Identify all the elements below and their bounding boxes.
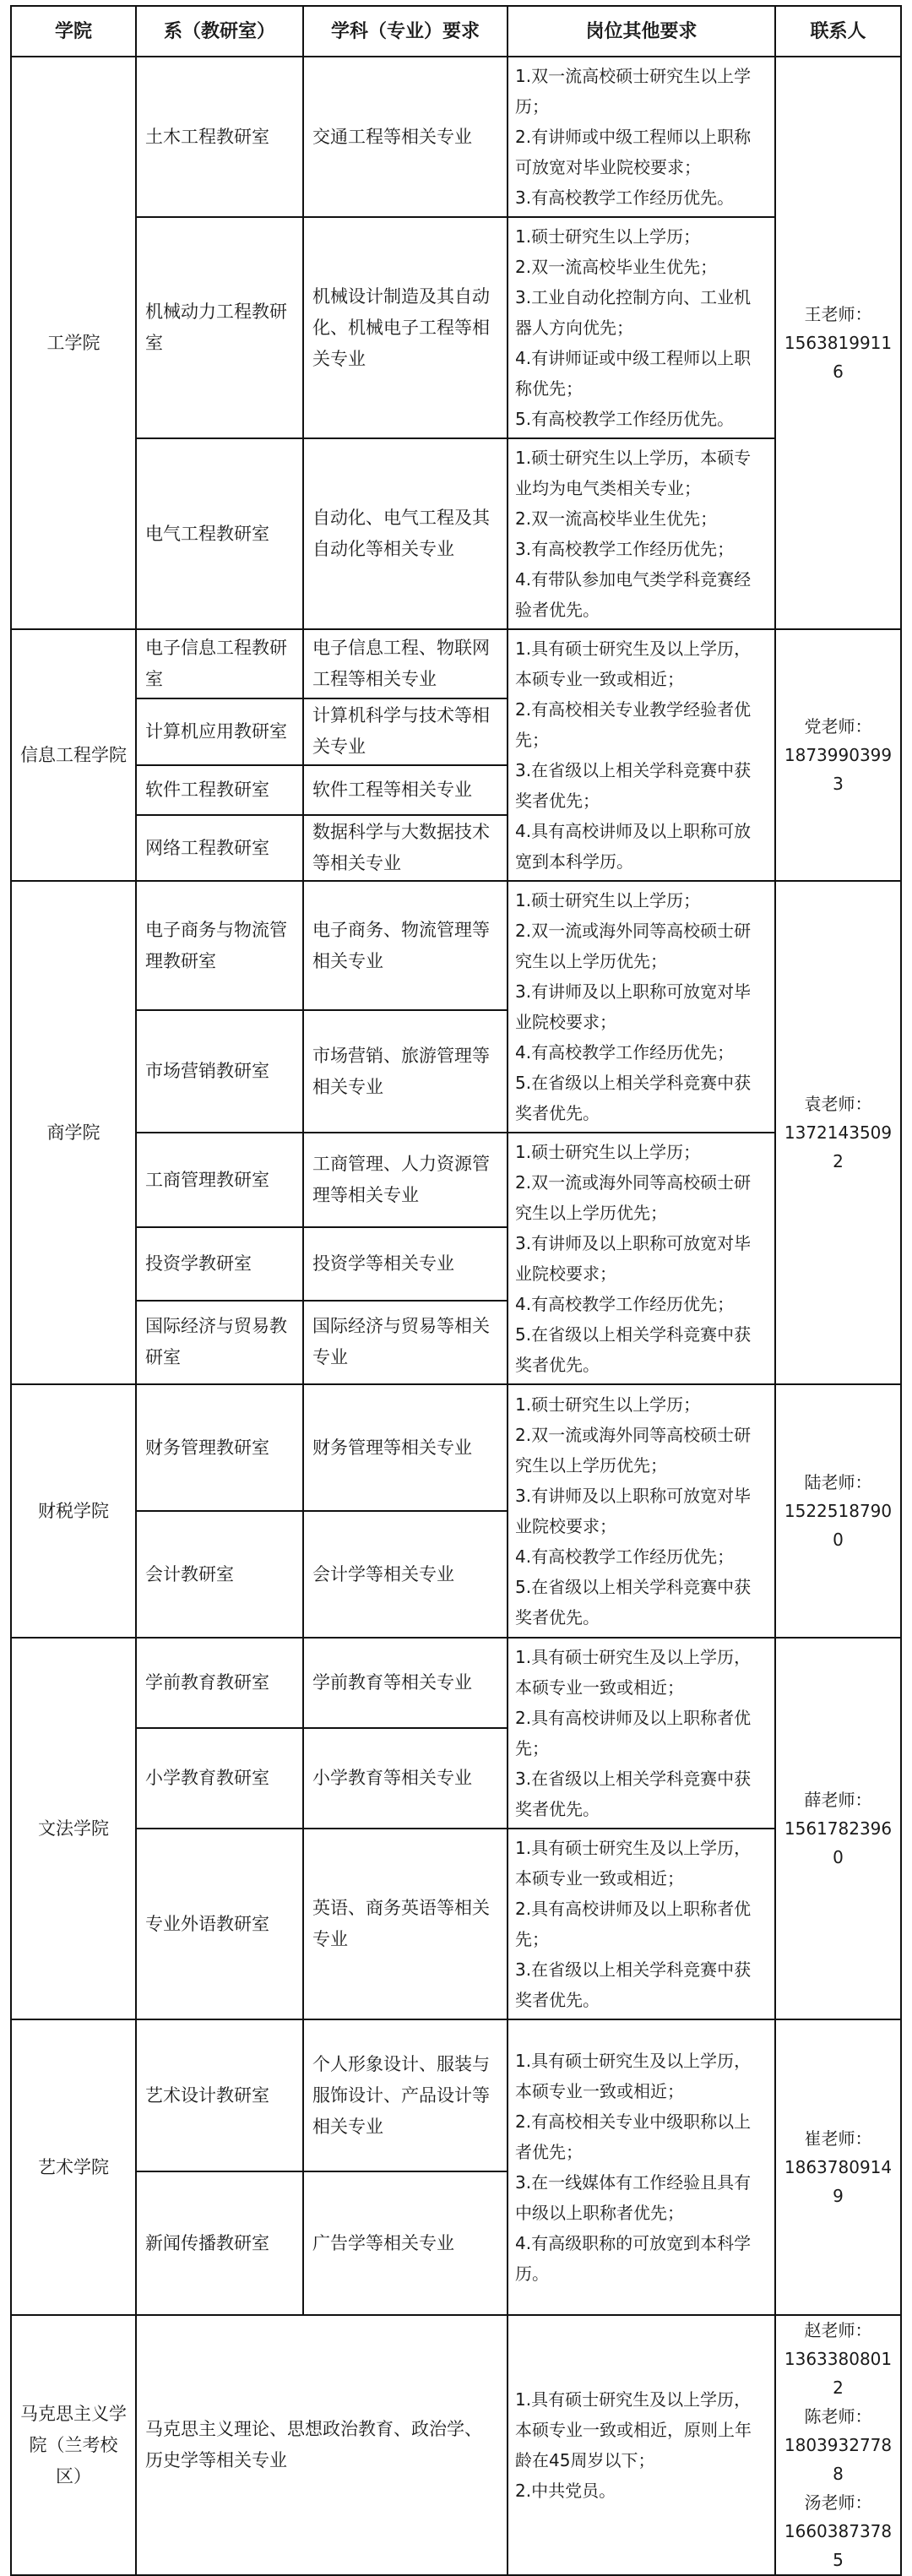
- requirement-line: 3.工业自动化控制方向、工业机器人方向优先；: [515, 287, 752, 338]
- requirement-line: 2.双一流高校毕业生优先；: [515, 257, 718, 277]
- department-name: 新闻传播教研室: [136, 2171, 303, 2315]
- header-major: 学科（专业）要求: [303, 6, 508, 57]
- major-requirement: 国际经济与贸易等相关专业: [303, 1301, 508, 1384]
- other-requirements: [508, 1829, 775, 2019]
- major-requirement: 个人形象设计、服装与服饰设计、产品设计等相关专业: [303, 2019, 508, 2171]
- requirement-line: 4.有讲师证或中级工程师以上职称优先；: [515, 348, 752, 399]
- contact-name: 陈老师：: [804, 2406, 872, 2427]
- contact-phone: 15638199116: [784, 333, 893, 382]
- table-row: [11, 881, 901, 1010]
- department-name: 机械动力工程教研室: [136, 217, 303, 438]
- department-name: 电气工程教研室: [136, 438, 303, 629]
- contact-name: 王老师：: [804, 304, 872, 324]
- department-name: 小学教育教研室: [136, 1728, 303, 1829]
- contact-name: 袁老师：: [804, 1094, 872, 1114]
- requirement-line: 1.双一流高校硕士研究生以上学历；: [515, 66, 752, 117]
- major-requirement: 马克思主义理论、思想政治教育、政治学、历史学等相关专业: [136, 2315, 508, 2575]
- major-requirement: 投资学等相关专业: [303, 1227, 508, 1300]
- college-name: 工学院: [11, 57, 136, 629]
- other-requirements: [508, 1384, 775, 1638]
- department-name: 专业外语教研室: [136, 1829, 303, 2019]
- department-name: 投资学教研室: [136, 1227, 303, 1300]
- recruitment-table: [10, 5, 902, 2576]
- requirement-line: 2.双一流或海外同等高校硕士研究生以上学历优先；: [515, 921, 752, 971]
- requirement-line: 2.双一流或海外同等高校硕士研究生以上学历优先；: [515, 1425, 752, 1475]
- table-row: [11, 2019, 901, 2171]
- other-requirements: [508, 217, 775, 438]
- requirement-line: 2.具有高校讲师及以上职称者优先；: [515, 1708, 752, 1758]
- table-row: [11, 2315, 901, 2575]
- major-requirement: 机械设计制造及其自动化、机械电子工程等相关专业: [303, 217, 508, 438]
- college-name: 财税学院: [11, 1384, 136, 1638]
- other-requirements: [508, 438, 775, 629]
- contact-cell: [775, 1384, 901, 1638]
- requirement-line: 3.有讲师及以上职称可放宽对毕业院校要求；: [515, 1486, 752, 1536]
- contact-cell: [775, 57, 901, 629]
- major-requirement: 英语、商务英语等相关专业: [303, 1829, 508, 2019]
- other-requirements: [508, 1133, 775, 1384]
- contact-name: 薛老师：: [804, 1790, 872, 1810]
- major-requirement: 电子信息工程、物联网工程等相关专业: [303, 629, 508, 698]
- requirement-line: 2.中共党员。: [515, 2481, 616, 2501]
- contact-phone: 16603873785: [784, 2521, 893, 2570]
- contact-cell: [775, 2315, 901, 2575]
- header-college: 学院: [11, 6, 136, 57]
- requirement-line: 4.有带队参加电气类学科竞赛经验者优先。: [515, 569, 752, 620]
- table-row: [11, 217, 901, 438]
- department-name: 财务管理教研室: [136, 1384, 303, 1511]
- major-requirement: 学前教育等相关专业: [303, 1638, 508, 1728]
- other-requirements: [508, 629, 775, 881]
- requirement-line: 4.有高校教学工作经历优先；: [515, 1294, 735, 1314]
- requirement-line: 3.在一线媒体有工作经验且具有中级以上职称者优先；: [515, 2172, 752, 2223]
- requirement-line: 2.有讲师或中级工程师以上职称可放宽对毕业院校要求；: [515, 127, 752, 177]
- department-name: 工商管理教研室: [136, 1133, 303, 1227]
- table-row: [11, 1133, 901, 1227]
- requirement-line: 3.有高校教学工作经历优先。: [515, 187, 735, 208]
- major-requirement: 电子商务、物流管理等相关专业: [303, 881, 508, 1010]
- department-name: 学前教育教研室: [136, 1638, 303, 1728]
- department-name: 土木工程教研室: [136, 57, 303, 217]
- contact-phone: 15617823960: [784, 1818, 893, 1867]
- header-row: [11, 6, 901, 57]
- table-row: [11, 1638, 901, 1728]
- department-name: 国际经济与贸易教研室: [136, 1301, 303, 1384]
- requirement-line: 1.具有硕士研究生及以上学历，本硕专业一致或相近，原则上年龄在45周岁以下；: [515, 2389, 752, 2470]
- table-row: [11, 629, 901, 698]
- contact-phone: 18039327788: [784, 2435, 893, 2484]
- table-row: [11, 57, 901, 217]
- major-requirement: 广告学等相关专业: [303, 2171, 508, 2315]
- contact-phone: 18637809149: [784, 2157, 893, 2206]
- contact-name: 党老师：: [804, 716, 872, 736]
- requirement-line: 2.双一流或海外同等高校硕士研究生以上学历优先；: [515, 1172, 752, 1223]
- header-department: 系（教研室）: [136, 6, 303, 57]
- requirement-line: 2.双一流高校毕业生优先；: [515, 508, 718, 529]
- other-requirements: [508, 881, 775, 1133]
- college-name: 文法学院: [11, 1638, 136, 2019]
- requirement-line: 5.有高校教学工作经历优先。: [515, 409, 735, 429]
- college-name: 商学院: [11, 881, 136, 1384]
- requirement-line: 5.在省级以上相关学科竞赛中获奖者优先。: [515, 1577, 752, 1628]
- requirement-line: 1.硕士研究生以上学历；: [515, 1142, 701, 1162]
- contact-name: 崔老师：: [804, 2128, 872, 2149]
- contact-phone: 18739903993: [784, 745, 893, 794]
- table-row: [11, 1384, 901, 1511]
- requirement-line: 2.具有高校讲师及以上职称者优先；: [515, 1899, 752, 1949]
- contact-phone: 15225187900: [784, 1501, 893, 1550]
- requirement-line: 1.具有硕士研究生及以上学历，本硕专业一致或相近；: [515, 2051, 752, 2101]
- department-name: 市场营销教研室: [136, 1010, 303, 1133]
- major-requirement: 工商管理、人力资源管理等相关专业: [303, 1133, 508, 1227]
- department-name: 计算机应用教研室: [136, 698, 303, 766]
- college-name: 信息工程学院: [11, 629, 136, 881]
- major-requirement: 计算机科学与技术等相关专业: [303, 698, 508, 766]
- major-requirement: 会计学等相关专业: [303, 1511, 508, 1638]
- requirement-line: 3.在省级以上相关学科竞赛中获奖者优先。: [515, 1959, 752, 2010]
- requirement-line: 1.硕士研究生以上学历；: [515, 890, 701, 910]
- other-requirements: [508, 2315, 775, 2575]
- requirement-line: 2.有高校相关专业中级职称以上者优先；: [515, 2111, 752, 2162]
- contact-name: 赵老师：: [804, 2320, 872, 2340]
- contact-cell: [775, 629, 901, 881]
- department-name: 艺术设计教研室: [136, 2019, 303, 2171]
- contact-cell: [775, 881, 901, 1384]
- requirement-line: 1.硕士研究生以上学历；: [515, 1394, 701, 1415]
- requirement-line: 4.具有高校讲师及以上职称可放宽到本科学历。: [515, 821, 752, 872]
- requirement-line: 4.有高校教学工作经历优先；: [515, 1546, 735, 1567]
- requirement-line: 1.具有硕士研究生及以上学历，本硕专业一致或相近；: [515, 1838, 752, 1889]
- major-requirement: 市场营销、旅游管理等相关专业: [303, 1010, 508, 1133]
- requirement-line: 5.在省级以上相关学科竞赛中获奖者优先。: [515, 1324, 752, 1375]
- department-name: 软件工程教研室: [136, 765, 303, 815]
- requirement-line: 3.有讲师及以上职称可放宽对毕业院校要求；: [515, 981, 752, 1032]
- requirement-line: 3.有讲师及以上职称可放宽对毕业院校要求；: [515, 1233, 752, 1284]
- header-contact: 联系人: [775, 6, 901, 57]
- major-requirement: 财务管理等相关专业: [303, 1384, 508, 1511]
- contact-cell: [775, 1638, 901, 2019]
- requirement-line: 3.在省级以上相关学科竞赛中获奖者优先；: [515, 760, 752, 811]
- header-other-requirements: 岗位其他要求: [508, 6, 775, 57]
- requirement-line: 4.有高级职称的可放宽到本科学历。: [515, 2233, 752, 2284]
- other-requirements: [508, 57, 775, 217]
- contact-phone: 13633808012: [784, 2349, 893, 2398]
- department-name: 电子信息工程教研室: [136, 629, 303, 698]
- requirement-line: 3.有高校教学工作经历优先；: [515, 539, 735, 559]
- major-requirement: 小学教育等相关专业: [303, 1728, 508, 1829]
- department-name: 网络工程教研室: [136, 815, 303, 881]
- contact-phone: 13721435092: [784, 1122, 893, 1171]
- table-row: [11, 1829, 901, 2019]
- contact-name: 汤老师：: [804, 2492, 872, 2513]
- other-requirements: [508, 1638, 775, 1829]
- contact-cell: [775, 2019, 901, 2315]
- department-name: 电子商务与物流管理教研室: [136, 881, 303, 1010]
- requirement-line: 1.硕士研究生以上学历，本硕专业均为电气类相关专业；: [515, 448, 752, 498]
- requirement-line: 2.有高校相关专业教学经验者优先；: [515, 699, 752, 750]
- department-name: 会计教研室: [136, 1511, 303, 1638]
- college-name: 马克思主义学院（兰考校区）: [11, 2315, 136, 2575]
- requirement-line: 3.在省级以上相关学科竞赛中获奖者优先。: [515, 1769, 752, 1819]
- requirement-line: 4.有高校教学工作经历优先；: [515, 1042, 735, 1062]
- other-requirements: [508, 2019, 775, 2315]
- requirement-line: 1.具有硕士研究生及以上学历，本硕专业一致或相近；: [515, 639, 752, 689]
- college-name: 艺术学院: [11, 2019, 136, 2315]
- major-requirement: 软件工程等相关专业: [303, 765, 508, 815]
- major-requirement: 自动化、电气工程及其自动化等相关专业: [303, 438, 508, 629]
- contact-name: 陆老师：: [804, 1472, 872, 1492]
- requirement-line: 1.硕士研究生以上学历；: [515, 226, 701, 247]
- major-requirement: 数据科学与大数据技术等相关专业: [303, 815, 508, 881]
- table-row: [11, 438, 901, 629]
- requirement-line: 1.具有硕士研究生及以上学历，本硕专业一致或相近；: [515, 1647, 752, 1698]
- requirement-line: 5.在省级以上相关学科竞赛中获奖者优先。: [515, 1073, 752, 1123]
- major-requirement: 交通工程等相关专业: [303, 57, 508, 217]
